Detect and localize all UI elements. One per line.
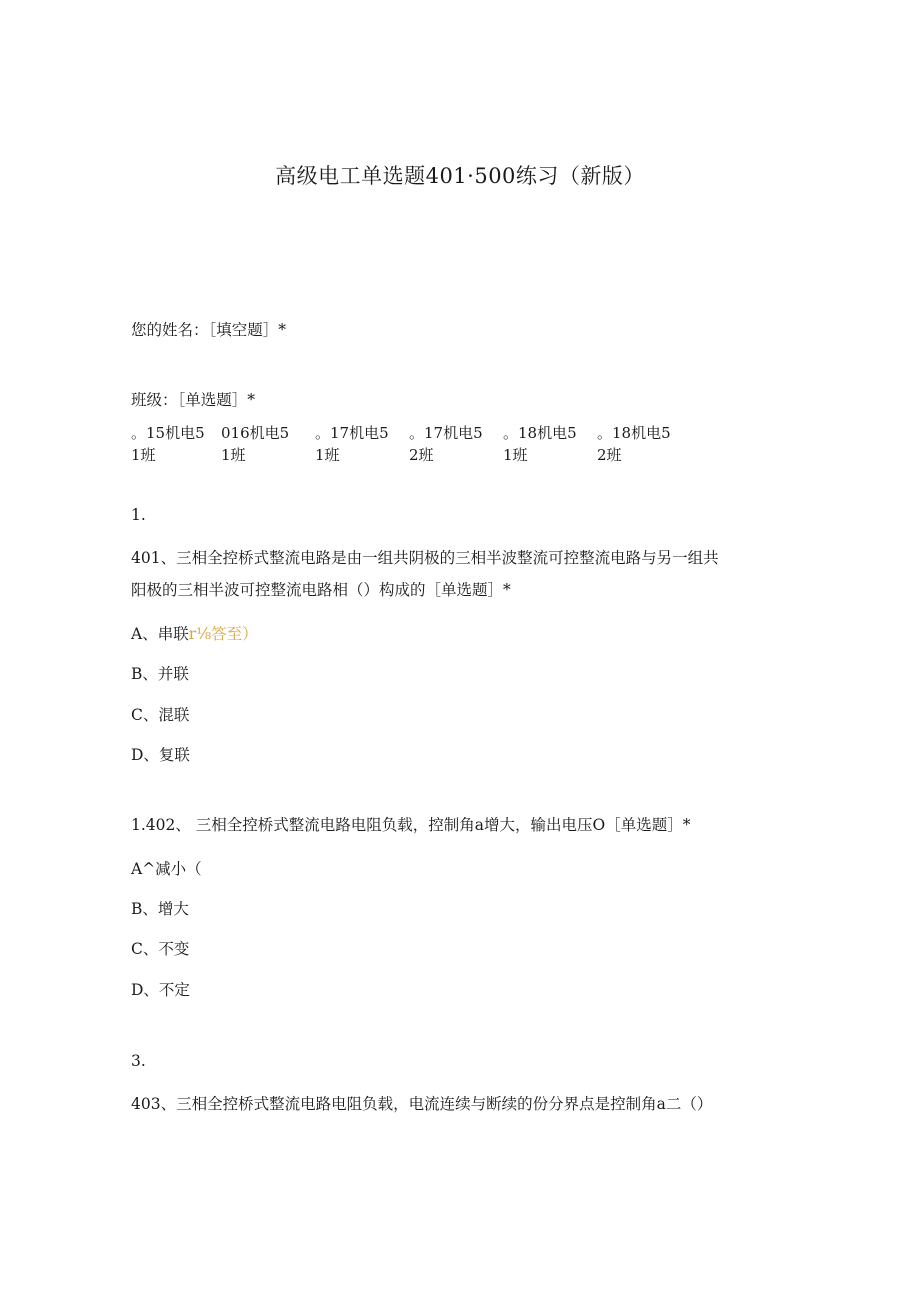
question-text: 403、三相全控桥式整流电路电阻负载，电流连续与断续的份分界点是控制角a二（） [131,1095,713,1113]
class-option-line2: 2班 [597,446,622,464]
question-text: 1.402、 三相全控桥式整流电路电阻负载，控制角a增大，输出电压O［单选题］* [131,816,691,834]
answer-option[interactable] [131,622,258,644]
class-option[interactable] [597,422,671,466]
class-option[interactable] [315,422,389,466]
class-option-line2: 1班 [315,446,340,464]
class-option-line2: 1班 [221,446,246,464]
answer-option[interactable]: B、并联 [131,665,189,683]
question-number: 3. [131,1052,146,1070]
answer-option[interactable]: C、混联 [131,706,190,724]
class-option-line1: 。17机电5 [409,424,483,442]
page-title: 高级电工单选题401·500练习（新版） [275,164,645,188]
answer-option[interactable]: A^减小（ [131,860,202,878]
class-option-line1: 。18机电5 [503,424,577,442]
class-option[interactable] [503,422,577,466]
class-option-line1: 。18机电5 [597,424,671,442]
answer-option[interactable]: D、复联 [131,746,190,764]
answer-mark: r⅛答至） [188,625,258,643]
answer-option[interactable]: D、不定 [131,981,190,999]
class-option-line1: 。15机电5 [131,424,205,442]
class-option-line2: 2班 [409,446,434,464]
class-option-line2: 1班 [131,446,156,464]
class-option-line1: 。17机电5 [315,424,389,442]
class-option[interactable] [131,422,205,466]
answer-option[interactable]: B、增大 [131,900,189,918]
answer-option[interactable]: C、不变 [131,940,190,958]
class-field-label: 班级：［单选题］* [131,391,256,409]
name-field-label: 您的姓名：［填空题］* [131,321,287,339]
class-option-line2: 1班 [503,446,528,464]
class-option[interactable] [221,422,289,466]
answer-option-label: A、串联 [131,625,189,643]
question-number: 1. [131,506,146,524]
question-text: 阳极的三相半波可控整流电路相（）构成的［单选题］* [131,581,511,599]
class-option[interactable] [409,422,483,466]
question-text: 401、三相全控桥式整流电路是由一组共阴极的三相半波整流可控整流电路与另一组共 [131,549,719,567]
class-option-line1: 016机电5 [221,424,290,442]
